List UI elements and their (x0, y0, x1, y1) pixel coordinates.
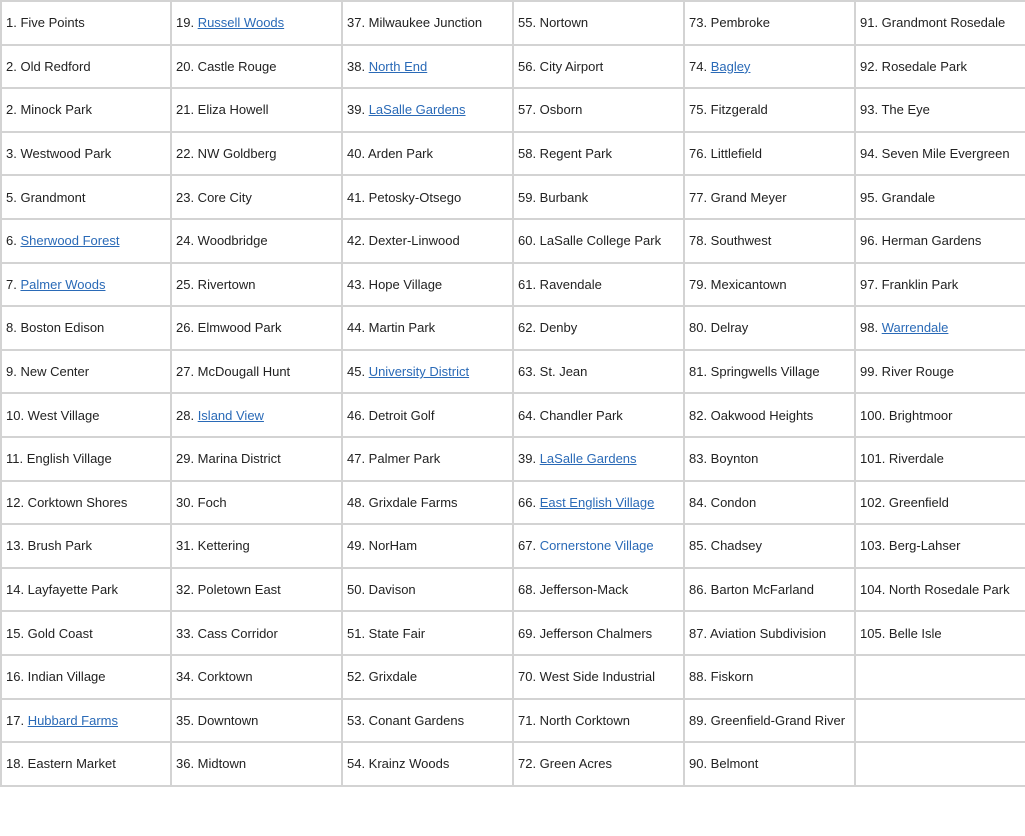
table-cell (513, 611, 684, 655)
table-cell (684, 175, 855, 219)
table-row (1, 437, 1025, 481)
table-cell (513, 45, 684, 89)
neighborhood-name: 22. NW Goldberg (176, 146, 277, 162)
neighborhood-name: 8. Boston Edison (6, 320, 105, 336)
table-cell (855, 393, 1025, 437)
table-cell (513, 481, 684, 525)
table-cell (855, 88, 1025, 132)
table-cell (1, 1, 171, 45)
table-cell (684, 655, 855, 699)
table-cell (513, 393, 684, 437)
table-cell (342, 611, 513, 655)
table-cell (342, 655, 513, 699)
table-cell (171, 132, 342, 176)
table-cell (684, 306, 855, 350)
neighborhood-name: 61. Ravendale (518, 276, 602, 292)
neighborhood-name: 97. Franklin Park (860, 276, 959, 292)
table-row (1, 481, 1025, 525)
table-row (1, 568, 1025, 612)
table-cell (513, 219, 684, 263)
neighborhood-name: 75. Fitzgerald (689, 102, 768, 118)
neighborhood-name: 37. Milwaukee Junction (347, 15, 483, 31)
table-cell (513, 742, 684, 786)
table-cell (342, 175, 513, 219)
neighborhood-link[interactable]: Bagley (710, 58, 751, 74)
neighborhood-link[interactable]: North End (368, 58, 428, 74)
neighborhood-name: 27. McDougall Hunt (176, 364, 291, 380)
neighborhood-number: 28. (176, 407, 198, 423)
neighborhood-name: 100. Brightmoor (860, 407, 953, 423)
table-cell (513, 132, 684, 176)
table-cell (513, 263, 684, 307)
neighborhood-link[interactable]: LaSalle Gardens (539, 451, 637, 467)
neighborhood-name: 77. Grand Meyer (689, 189, 787, 205)
table-cell (171, 393, 342, 437)
neighborhood-name: 1. Five Points (6, 15, 85, 31)
neighborhood-name: 30. Foch (176, 494, 227, 510)
neighborhood-name: 86. Barton McFarland (689, 582, 815, 598)
neighborhood-name: 72. Green Acres (518, 756, 612, 772)
table-cell (855, 132, 1025, 176)
table-cell (855, 350, 1025, 394)
table-cell (1, 568, 171, 612)
table-cell (684, 481, 855, 525)
table-cell (855, 1, 1025, 45)
neighborhood-table-body (1, 1, 1025, 786)
table-row (1, 263, 1025, 307)
neighborhood-link[interactable]: Hubbard Farms (27, 712, 118, 728)
neighborhood-name: 70. West Side Industrial (518, 669, 656, 685)
table-row (1, 219, 1025, 263)
table-cell (1, 481, 171, 525)
neighborhood-name: 25. Rivertown (176, 276, 256, 292)
table-cell (684, 1, 855, 45)
neighborhood-name: 101. Riverdale (860, 451, 944, 467)
neighborhood-name: 12. Corktown Shores (6, 494, 128, 510)
neighborhood-name: 20. Castle Rouge (176, 58, 277, 74)
neighborhood-name: 92. Rosedale Park (860, 58, 967, 74)
neighborhood-name: 80. Delray (689, 320, 749, 336)
neighborhood-name: 26. Elmwood Park (176, 320, 282, 336)
table-cell (342, 350, 513, 394)
table-cell (684, 132, 855, 176)
table-row (1, 132, 1025, 176)
neighborhood-name: 89. Greenfield-Grand River (689, 712, 846, 728)
neighborhood-name: 57. Osborn (518, 102, 583, 118)
table-cell (342, 263, 513, 307)
table-cell (684, 611, 855, 655)
neighborhood-name: 40. Arden Park (347, 146, 433, 162)
table-row (1, 350, 1025, 394)
table-cell (171, 1, 342, 45)
neighborhood-name: 85. Chadsey (689, 538, 762, 554)
table-cell (171, 699, 342, 743)
neighborhood-name: 18. Eastern Market (6, 756, 116, 772)
table-cell (1, 132, 171, 176)
neighborhood-link[interactable]: University District (368, 364, 470, 380)
table-cell (1, 306, 171, 350)
neighborhood-name: 2. Old Redford (6, 58, 91, 74)
neighborhood-name: 51. State Fair (347, 625, 426, 641)
table-cell (684, 393, 855, 437)
table-cell (684, 263, 855, 307)
table-cell (171, 219, 342, 263)
neighborhood-name: 90. Belmont (689, 756, 759, 772)
table-cell (855, 481, 1025, 525)
neighborhood-link[interactable]: Sherwood Forest (20, 233, 120, 249)
neighborhood-link[interactable]: Palmer Woods (20, 276, 106, 292)
neighborhood-link[interactable]: Warrendale (881, 320, 949, 336)
table-cell (1, 393, 171, 437)
neighborhood-number: 19. (176, 15, 198, 31)
table-cell (171, 437, 342, 481)
table-cell (342, 88, 513, 132)
table-row (1, 524, 1025, 568)
table-cell (1, 350, 171, 394)
table-row (1, 699, 1025, 743)
table-cell (513, 524, 684, 568)
table-cell (342, 481, 513, 525)
neighborhood-number: 45. (347, 364, 369, 380)
table-cell (171, 175, 342, 219)
neighborhood-name: 48. Grixdale Farms (347, 494, 458, 510)
neighborhood-name: 49. NorHam (347, 538, 418, 554)
neighborhood-name: 54. Krainz Woods (347, 756, 450, 772)
table-cell (855, 45, 1025, 89)
neighborhood-number: 39. (518, 451, 540, 467)
neighborhood-name: 60. LaSalle College Park (518, 233, 662, 249)
neighborhood-name: 46. Detroit Golf (347, 407, 435, 423)
table-cell (342, 568, 513, 612)
table-cell (684, 742, 855, 786)
neighborhood-link[interactable]: Russell Woods (197, 15, 285, 31)
neighborhood-name: 14. Layfayette Park (6, 582, 119, 598)
neighborhood-name: 23. Core City (176, 189, 252, 205)
table-cell (1, 524, 171, 568)
table-row (1, 175, 1025, 219)
neighborhood-name: 96. Herman Gardens (860, 233, 982, 249)
table-cell (1, 611, 171, 655)
neighborhood-name: 21. Eliza Howell (176, 102, 269, 118)
table-cell (855, 263, 1025, 307)
neighborhood-name: 35. Downtown (176, 712, 259, 728)
neighborhood-name: 104. North Rosedale Park (860, 582, 1010, 598)
table-cell (342, 132, 513, 176)
neighborhood-name: 84. Condon (689, 494, 757, 510)
neighborhood-name: 64. Chandler Park (518, 407, 623, 423)
table-cell (1, 263, 171, 307)
neighborhood-name: 68. Jefferson-Mack (518, 582, 629, 598)
table-row (1, 655, 1025, 699)
table-cell (171, 611, 342, 655)
table-cell (513, 350, 684, 394)
table-cell (171, 350, 342, 394)
table-cell (855, 306, 1025, 350)
table-cell (342, 524, 513, 568)
table-cell (513, 699, 684, 743)
table-cell (171, 88, 342, 132)
table-cell (342, 699, 513, 743)
table-cell (855, 611, 1025, 655)
neighborhood-name: 3. Westwood Park (6, 146, 112, 162)
table-cell (171, 655, 342, 699)
neighborhood-name: 88. Fiskorn (689, 669, 754, 685)
table-row (1, 742, 1025, 786)
table-cell (513, 306, 684, 350)
neighborhood-link[interactable]: Island View (197, 407, 264, 423)
neighborhood-number: 74. (689, 58, 711, 74)
neighborhood-name: 63. St. Jean (518, 364, 588, 380)
neighborhood-number: 17. (6, 712, 28, 728)
table-row (1, 393, 1025, 437)
table-cell (513, 655, 684, 699)
neighborhood-name: 33. Cass Corridor (176, 625, 278, 641)
neighborhood-number: 67. (518, 538, 540, 554)
neighborhood-name: 13. Brush Park (6, 538, 92, 554)
table-row (1, 611, 1025, 655)
table-cell (855, 219, 1025, 263)
table-row (1, 306, 1025, 350)
neighborhood-name: 94. Seven Mile Evergreen (860, 146, 1010, 162)
neighborhood-name: 47. Palmer Park (347, 451, 441, 467)
table-cell (513, 437, 684, 481)
neighborhood-name: 44. Martin Park (347, 320, 436, 336)
neighborhood-name: 95. Grandale (860, 189, 936, 205)
neighborhood-name: 93. The Eye (860, 102, 930, 118)
table-cell (342, 393, 513, 437)
neighborhood-name: 10. West Village (6, 407, 100, 423)
neighborhood-name: 5. Grandmont (6, 189, 86, 205)
neighborhood-name: 79. Mexicantown (689, 276, 787, 292)
neighborhood-name: 78. Southwest (689, 233, 772, 249)
table-cell (684, 437, 855, 481)
table-cell (684, 699, 855, 743)
table-cell (684, 568, 855, 612)
table-cell (342, 306, 513, 350)
table-cell (171, 524, 342, 568)
table-cell (171, 742, 342, 786)
table-cell (342, 219, 513, 263)
neighborhood-name: 50. Davison (347, 582, 416, 598)
table-cell (855, 655, 1025, 699)
neighborhood-name: 24. Woodbridge (176, 233, 268, 249)
neighborhood-number: 7. (6, 276, 21, 292)
table-cell (171, 263, 342, 307)
neighborhood-name: 11. English Village (6, 451, 112, 467)
table-cell (513, 1, 684, 45)
table-cell (1, 699, 171, 743)
table-cell (684, 350, 855, 394)
table-cell (342, 437, 513, 481)
neighborhood-number: 39. (347, 102, 369, 118)
neighborhood-link[interactable]: LaSalle Gardens (368, 102, 466, 118)
table-cell (1, 219, 171, 263)
neighborhood-name: 56. City Airport (518, 58, 604, 74)
table-cell (513, 175, 684, 219)
neighborhood-name: 83. Boynton (689, 451, 759, 467)
neighborhood-name: 58. Regent Park (518, 146, 612, 162)
neighborhood-name: 105. Belle Isle (860, 625, 942, 641)
table-cell (342, 1, 513, 45)
table-cell (855, 175, 1025, 219)
neighborhood-name: 32. Poletown East (176, 582, 281, 598)
neighborhood-name: 34. Corktown (176, 669, 253, 685)
neighborhood-link[interactable]: Cornerstone Village (539, 538, 654, 554)
neighborhood-name: 29. Marina District (176, 451, 281, 467)
neighborhood-name: 36. Midtown (176, 756, 247, 772)
neighborhood-name: 9. New Center (6, 364, 90, 380)
neighborhood-number: 38. (347, 58, 369, 74)
neighborhood-name: 16. Indian Village (6, 669, 106, 685)
table-cell (342, 45, 513, 89)
table-cell (342, 742, 513, 786)
neighborhood-name: 43. Hope Village (347, 276, 443, 292)
table-row (1, 1, 1025, 45)
neighborhood-name: 102. Greenfield (860, 494, 949, 510)
table-cell (855, 742, 1025, 786)
table-cell (855, 437, 1025, 481)
neighborhood-name: 71. North Corktown (518, 712, 630, 728)
neighborhood-name: 103. Berg-Lahser (860, 538, 961, 554)
neighborhood-name: 31. Kettering (176, 538, 250, 554)
table-cell (1, 88, 171, 132)
table-cell (684, 88, 855, 132)
table-row (1, 88, 1025, 132)
table-cell (684, 219, 855, 263)
neighborhood-name: 2. Minock Park (6, 102, 92, 118)
table-cell (1, 437, 171, 481)
table-cell (171, 306, 342, 350)
neighborhood-name: 69. Jefferson Chalmers (518, 625, 653, 641)
neighborhood-name: 99. River Rouge (860, 364, 954, 380)
neighborhood-name: 76. Littlefield (689, 146, 762, 162)
table-cell (855, 568, 1025, 612)
table-cell (171, 45, 342, 89)
neighborhood-name: 91. Grandmont Rosedale (860, 15, 1006, 31)
neighborhood-number: 6. (6, 233, 21, 249)
neighborhood-name: 15. Gold Coast (6, 625, 93, 641)
table-cell (855, 699, 1025, 743)
neighborhood-link[interactable]: East English Village (539, 494, 655, 510)
neighborhood-name: 55. Nortown (518, 15, 589, 31)
table-cell (1, 742, 171, 786)
neighborhood-number: 98. (860, 320, 882, 336)
neighborhood-name: 41. Petosky-Otsego (347, 189, 462, 205)
neighborhood-name: 53. Conant Gardens (347, 712, 465, 728)
table-cell (1, 45, 171, 89)
table-cell (513, 568, 684, 612)
table-cell (1, 655, 171, 699)
table-cell (171, 568, 342, 612)
neighborhood-name: 87. Aviation Subdivision (689, 625, 827, 641)
neighborhood-name: 62. Denby (518, 320, 578, 336)
table-cell (684, 45, 855, 89)
neighborhood-name: 73. Pembroke (689, 15, 770, 31)
neighborhood-number: 66. (518, 494, 540, 510)
table-row (1, 45, 1025, 89)
table-cell (513, 88, 684, 132)
table-cell (1, 175, 171, 219)
table-cell (171, 481, 342, 525)
table-cell (684, 524, 855, 568)
neighborhood-name: 59. Burbank (518, 189, 589, 205)
neighborhood-name: 42. Dexter-Linwood (347, 233, 460, 249)
neighborhood-name: 82. Oakwood Heights (689, 407, 814, 423)
neighborhood-name: 52. Grixdale (347, 669, 418, 685)
table-cell (855, 524, 1025, 568)
neighborhood-name: 81. Springwells Village (689, 364, 820, 380)
